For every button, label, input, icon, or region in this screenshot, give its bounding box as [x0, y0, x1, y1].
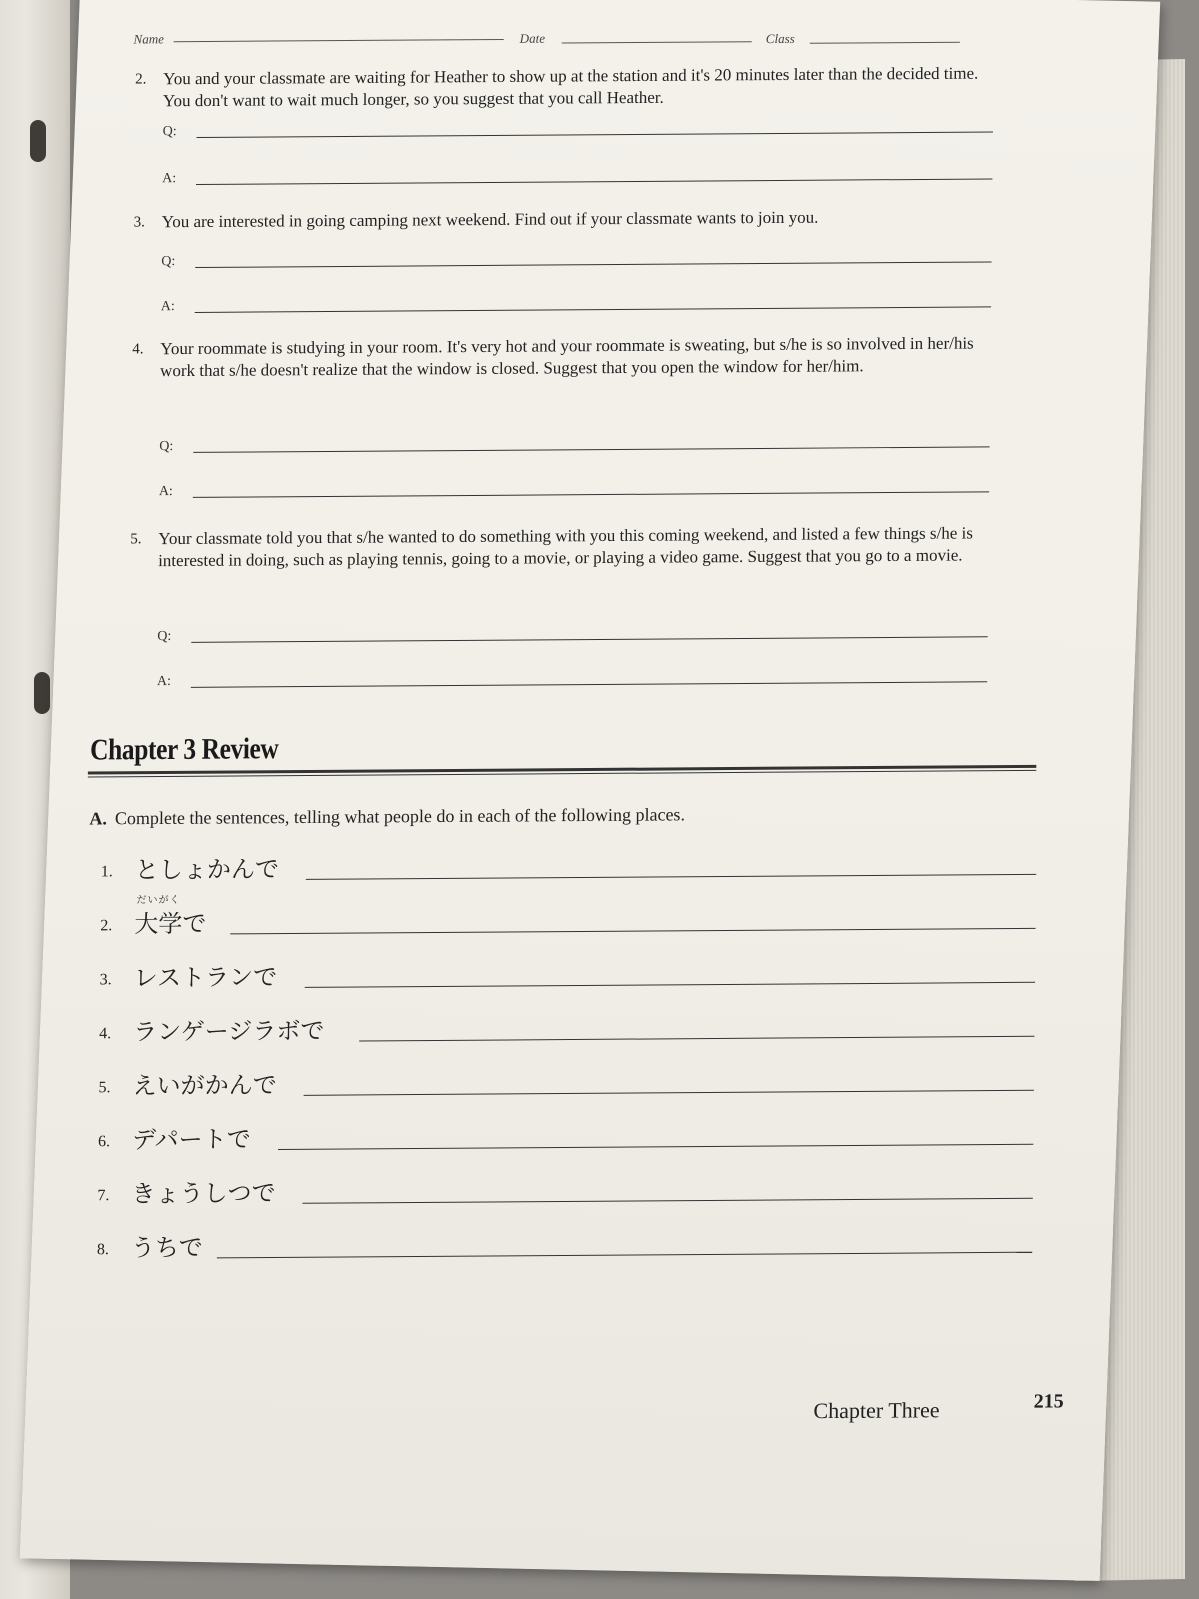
question-item	[134, 205, 995, 233]
section-letter: A.	[89, 808, 108, 829]
item-number: 4.	[99, 1025, 112, 1043]
item-number: 6.	[97, 1133, 111, 1151]
q-label: Q:	[162, 124, 177, 140]
answer-line[interactable]	[306, 874, 1036, 880]
question-number: 3.	[133, 214, 145, 231]
footer-chapter: Chapter Three	[813, 1397, 940, 1424]
answer-line[interactable]	[278, 1144, 1033, 1150]
student-header	[127, 17, 1048, 63]
q-answer-line[interactable]	[193, 446, 989, 453]
instruction-text: Complete the sentences, telling what people do in each of the following places.	[114, 804, 686, 829]
name-label: Name	[133, 31, 165, 47]
page-number: 215	[1033, 1390, 1064, 1413]
review-item	[98, 1061, 1034, 1104]
item-number: 7.	[97, 1187, 110, 1205]
question-answer-row	[159, 427, 990, 459]
question-answer-row	[162, 112, 993, 144]
review-item	[100, 894, 1036, 942]
a-label: A:	[158, 484, 173, 500]
answer-row	[157, 662, 988, 694]
review-item	[100, 953, 1036, 996]
item-prompt: ランゲージラボで	[133, 1016, 325, 1047]
review-item	[97, 1223, 1033, 1266]
worksheet-page	[20, 0, 1160, 1581]
item-prompt: 大学で	[134, 909, 207, 939]
answer-row	[161, 287, 992, 319]
binder-hole	[34, 672, 50, 714]
class-label: Class	[765, 30, 795, 47]
item-prompt: えいがかんで	[132, 1071, 277, 1101]
q-answer-line[interactable]	[191, 636, 987, 643]
item-prompt: デパートで	[131, 1125, 251, 1155]
a-label: A:	[162, 171, 177, 187]
answer-line[interactable]	[302, 1198, 1032, 1204]
review-item	[99, 1007, 1035, 1050]
review-item	[101, 845, 1037, 888]
question-prompt: Your roommate is studying in your room. It's very hot and your roommate is sweating, but s/he is so involved in her/his work that s/he doesn't realize that the window is closed. Suggest that you open the window for her/him.	[160, 333, 974, 381]
class-field[interactable]	[810, 28, 960, 44]
item-number: 1.	[100, 863, 113, 881]
a-label: A:	[156, 673, 171, 690]
item-number: 5.	[98, 1079, 111, 1097]
item-prompt: レストランで	[133, 963, 278, 993]
a-answer-line[interactable]	[196, 178, 992, 185]
q-answer-line[interactable]	[195, 261, 991, 268]
name-field[interactable]	[174, 25, 504, 42]
question-item	[130, 522, 991, 572]
question-answer-row	[161, 242, 992, 274]
q-label: Q:	[159, 439, 174, 455]
question-item	[135, 63, 996, 113]
item-number: 3.	[99, 971, 112, 989]
answer-line[interactable]	[304, 1090, 1034, 1096]
review-item	[97, 1169, 1033, 1212]
answer-line[interactable]	[305, 982, 1035, 988]
furigana: だいがく	[136, 894, 181, 907]
question-number: 2.	[135, 71, 147, 88]
a-label: A:	[160, 299, 175, 315]
item-number: 2.	[100, 917, 113, 935]
item-prompt: うちで	[130, 1233, 203, 1262]
binder-hole	[30, 120, 46, 162]
question-number: 4.	[132, 341, 144, 358]
question-number: 5.	[130, 531, 142, 548]
instruction	[89, 804, 685, 829]
answer-line[interactable]	[359, 1036, 1034, 1042]
answer-row	[162, 159, 993, 191]
question-answer-row	[157, 617, 988, 649]
q-label: Q:	[157, 628, 172, 645]
item-prompt: きょうしつで	[131, 1179, 276, 1208]
item-number: 8.	[96, 1241, 109, 1259]
a-answer-line[interactable]	[191, 681, 987, 688]
a-answer-line[interactable]	[193, 491, 989, 498]
q-label: Q:	[161, 254, 176, 270]
date-field[interactable]	[562, 27, 752, 43]
a-answer-line[interactable]	[195, 306, 991, 313]
answer-line[interactable]	[230, 928, 1035, 935]
question-prompt: You and your classmate are waiting for Heather to show up at the station and it's 20 minutes later than the decided time. You don't want to wait much longer, so you suggest that you call Heather.	[162, 63, 979, 111]
q-answer-line[interactable]	[197, 131, 993, 138]
date-label: Date	[519, 30, 546, 46]
question-prompt: Your classmate told you that s/he wanted to do something with you this coming weekend, and listed a few things s/he is interested in doing, such as playing tennis, going to a movie, or playing a video game. Suggest that you go to a movie.	[158, 523, 974, 571]
item-prompt: としょかんで	[134, 855, 280, 885]
answer-line[interactable]	[217, 1252, 1032, 1259]
section-title: Chapter 3 Review	[89, 732, 279, 767]
question-prompt: You are interested in going camping next weekend. Find out if your classmate wants to join you.	[161, 207, 819, 232]
question-item	[132, 332, 993, 382]
answer-row	[159, 472, 990, 504]
review-item	[98, 1115, 1034, 1158]
